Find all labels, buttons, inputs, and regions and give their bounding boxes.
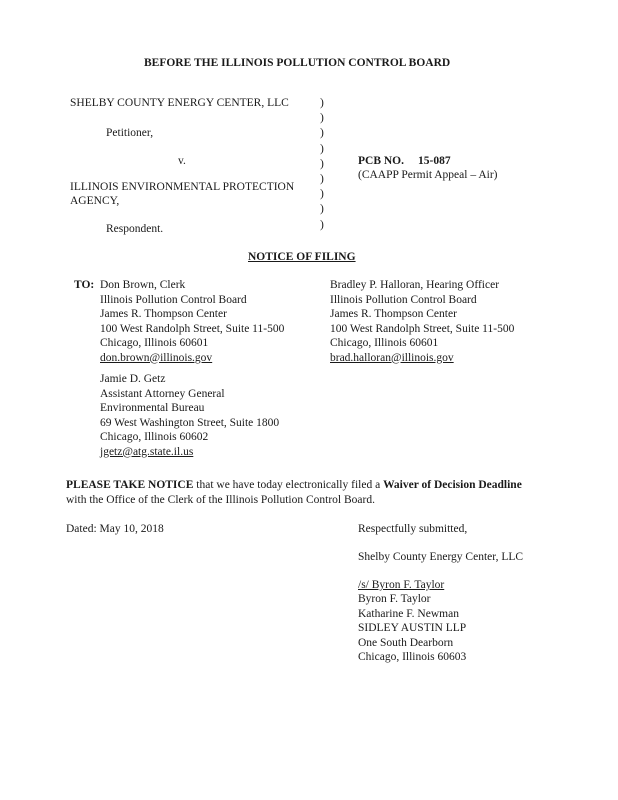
recipient-street: 100 West Randolph Street, Suite 11-500: [330, 322, 515, 335]
appeal-type: (CAAPP Permit Appeal – Air): [358, 169, 498, 181]
paren: ): [320, 172, 324, 185]
recipient-street: 100 West Randolph Street, Suite 11-500: [100, 322, 285, 335]
paren: ): [320, 188, 324, 201]
petitioner-name: SHELBY COUNTY ENERGY CENTER, LLC: [70, 97, 289, 109]
recipient-city: Chicago, Illinois 60601: [330, 337, 439, 349]
recipient-hearing-officer: [330, 278, 514, 365]
paren: ): [320, 97, 324, 109]
filed-document-title: Waiver of Decision Deadline: [383, 479, 522, 491]
recipient-org: Illinois Pollution Control Board: [100, 293, 247, 306]
petitioner-role: Petitioner,: [106, 127, 154, 139]
versus-text: v.: [178, 155, 186, 167]
recipient-building: James R. Thompson Center: [330, 308, 457, 320]
recipient-name: Jamie D. Getz: [100, 373, 166, 385]
notice-paragraph: [66, 478, 526, 508]
respondent-name-line1: ILLINOIS ENVIRONMENTAL PROTECTION: [70, 181, 295, 193]
paren: ): [320, 218, 324, 231]
recipient-street: 69 West Washington Street, Suite 1800: [100, 416, 280, 429]
signature-line: Byron F. Taylor: [358, 593, 431, 605]
dated-line: Dated: May 10, 2018: [66, 523, 164, 535]
recipient-building: Environmental Bureau: [100, 402, 205, 414]
recipient-name: Bradley P. Halloran, Hearing Officer: [330, 279, 500, 291]
paren: ): [320, 127, 324, 140]
recipient-email-link[interactable]: brad.halloran@illinois.gov: [330, 351, 454, 364]
signature-line: One South Dearborn: [358, 636, 454, 649]
closing: Respectfully submitted,: [358, 523, 468, 535]
recipient-city: Chicago, Illinois 60601: [100, 337, 209, 349]
pcb-label: PCB NO.: [358, 155, 404, 167]
paren: ): [320, 203, 324, 216]
notice-lead: PLEASE TAKE NOTICE: [66, 479, 194, 491]
to-label: TO:: [74, 279, 95, 291]
paren: ): [320, 112, 324, 125]
recipient-attorney-general: [100, 372, 279, 459]
electronic-signature: /s/ Byron F. Taylor: [358, 579, 445, 591]
respondent-name-line2: AGENCY,: [70, 195, 120, 207]
paren: ): [320, 142, 324, 155]
respondent-role: Respondent.: [106, 223, 164, 235]
signature-line: Chicago, Illinois 60603: [358, 651, 467, 663]
board-heading: BEFORE THE ILLINOIS POLLUTION CONTROL BOARD: [144, 57, 451, 69]
recipient-email-link[interactable]: don.brown@illinois.gov: [100, 351, 213, 364]
recipient-clerk: [100, 278, 284, 365]
signature-line: Katharine F. Newman: [358, 607, 459, 620]
recipient-org: Assistant Attorney General: [100, 387, 225, 400]
recipient-email-link[interactable]: jgetz@atg.state.il.us: [100, 445, 194, 458]
recipient-building: James R. Thompson Center: [100, 308, 227, 320]
caption-paren-column: [320, 96, 330, 233]
recipient-city: Chicago, Illinois 60602: [100, 431, 209, 443]
notice-text-1: that we have today electronically filed a: [193, 479, 384, 491]
pcb-number: 15-087: [418, 155, 451, 167]
signing-party: Shelby County Energy Center, LLC: [358, 551, 524, 563]
signature-line: SIDLEY AUSTIN LLP: [358, 622, 467, 634]
signature-block: [358, 592, 466, 665]
notice-text-2: with the Office of the Clerk of the Illinois Pollution Control Board.: [66, 494, 375, 506]
recipient-org: Illinois Pollution Control Board: [330, 293, 477, 306]
paren: ): [320, 157, 324, 170]
notice-title: NOTICE OF FILING: [248, 251, 356, 263]
recipient-name: Don Brown, Clerk: [100, 279, 186, 291]
